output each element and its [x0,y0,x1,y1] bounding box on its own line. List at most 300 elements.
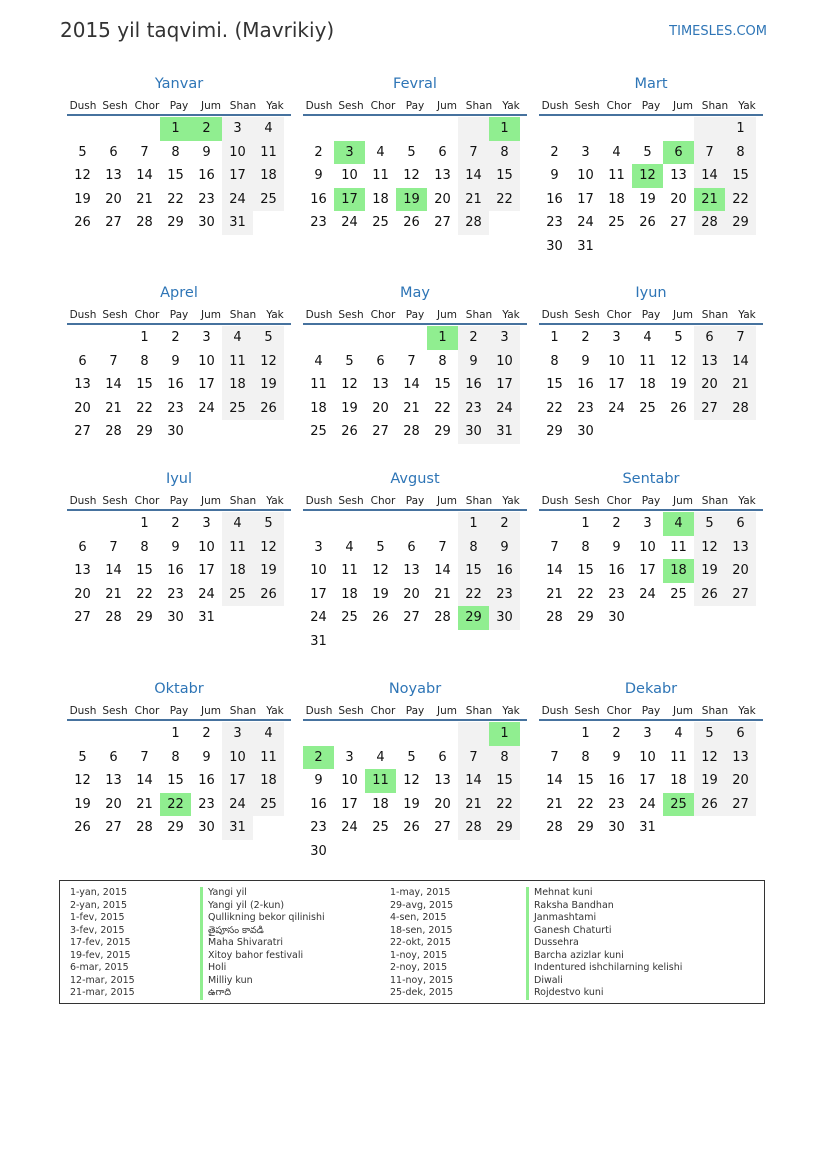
day-cell: 29 [434,424,451,439]
day-cell: 12 [670,353,687,369]
day-cell: 31 [310,633,327,649]
brand-link[interactable]: TIMESLES.COM [669,24,767,39]
day-cell: 5 [376,539,385,555]
empty-cell [365,840,396,864]
day-cell: 20 [725,769,756,793]
day-cell: 14 [694,164,725,188]
legend-holiday-date: 12-mar, 2015 [70,974,135,986]
day-cell: 2 [550,144,559,160]
empty-cell [67,512,98,536]
day-cell: 26 [403,820,420,835]
weekday-label: Jum [437,705,457,717]
day-cell: 11 [372,168,389,183]
day-cell: 27 [725,583,756,607]
month-iyun [539,283,763,444]
empty-cell [632,420,663,444]
weekday-label: Chor [370,705,396,717]
day-cell: 15 [167,168,184,183]
day-cell: 22 [136,586,153,602]
day-cell: 17 [489,373,520,397]
day-cell: 16 [167,377,184,392]
day-cell: 28 [136,215,153,230]
day-cell: 23 [489,583,520,607]
day-cell: 10 [341,773,358,788]
day-cell: 14 [458,164,489,188]
day-cell: 2 [489,512,520,536]
day-cell: 20 [694,373,725,397]
day-cell: 3 [314,539,323,555]
day-cell: 15 [167,773,184,788]
empty-cell [694,606,725,630]
empty-cell [303,722,334,746]
weekday-label: Shan [701,100,729,112]
day-cell: 4 [253,722,284,746]
day-cell: 11 [253,746,284,770]
legend-holiday-name: Yangi yil [200,887,325,900]
day-cell: 10 [577,168,594,183]
day-cell: 15 [136,377,153,392]
empty-cell [694,420,725,444]
empty-cell [663,816,694,840]
empty-cell [725,420,756,444]
weekday-label: Chor [370,309,396,321]
day-cell: 9 [171,539,180,555]
day-cell: 13 [105,773,122,788]
day-cell: 16 [198,773,215,788]
empty-cell [427,840,458,864]
empty-cell [98,326,129,350]
day-cell: 8 [171,144,180,160]
day-cell: 29 [546,424,563,439]
day-cell: 19 [670,377,687,392]
weekday-label: Chor [134,705,160,717]
day-cell: 24 [341,820,358,835]
day-cell: 7 [407,353,416,369]
day-cell: 25 [608,215,625,230]
legend-holiday-date: 22-okt, 2015 [390,937,451,948]
day-cell: 21 [136,796,153,812]
weekday-label: Yak [502,309,520,321]
day-grid [303,722,527,863]
day-cell: 13 [372,377,389,392]
empty-cell [663,606,694,630]
weekday-label: Pay [405,495,425,507]
day-cell: 9 [202,144,211,160]
day-cell: 23 [167,586,184,602]
empty-cell [396,326,427,350]
weekday-label: Chor [606,100,632,112]
weekday-label: Dush [305,309,333,321]
legend-names-right [526,887,682,1000]
day-cell: 31 [577,238,594,254]
day-cell: 26 [372,610,389,625]
weekday-label: Yak [266,495,284,507]
day-cell: 14 [105,377,122,392]
day-cell: 11 [253,141,284,165]
day-cell: 17 [222,164,253,188]
day-cell: 28 [136,820,153,835]
day-cell: 14 [546,773,563,788]
day-cell: 23 [577,400,594,416]
month-name: Oktabr [154,681,204,697]
empty-cell [427,117,458,141]
legend-holiday-name: Yangi yil (2-kun) [200,900,325,913]
day-cell: 16 [608,563,625,578]
month-name: Aprel [160,285,198,301]
day-cell: 30 [310,843,327,859]
day-cell: 4 [376,749,385,765]
weekday-label: Yak [738,705,756,717]
day-cell: 19 [253,373,284,397]
weekday-label: Sesh [574,100,600,112]
day-cell: 29 [577,610,594,625]
day-cell: 14 [136,773,153,788]
day-cell: 7 [550,539,559,555]
weekday-label: Jum [201,309,221,321]
weekday-label: Yak [738,100,756,112]
day-cell: 22 [489,188,520,212]
weekday-header [539,98,763,116]
day-cell: 19 [403,796,420,812]
weekday-label: Jum [437,309,457,321]
weekday-label: Pay [405,100,425,112]
day-cell: 14 [434,563,451,578]
day-cell: 31 [222,211,253,235]
day-cell: 27 [105,820,122,835]
day-cell: 29 [725,211,756,235]
day-cell: 23 [546,215,563,230]
weekday-label: Shan [465,495,493,507]
day-cell: 22 [577,796,594,812]
day-cell: 16 [198,168,215,183]
day-cell: 14 [546,563,563,578]
day-cell: 13 [725,536,756,560]
day-cell: 11 [222,350,253,374]
day-cell: 4 [222,512,253,536]
day-cell: 28 [105,424,122,439]
day-grid [303,512,527,653]
day-cell: 21 [434,586,451,602]
weekday-label: Pay [405,705,425,717]
weekday-label: Jum [673,309,693,321]
empty-cell [663,235,694,259]
day-cell: 26 [694,583,725,607]
day-cell: 3 [222,722,253,746]
empty-cell [253,420,284,444]
day-cell: 6 [407,539,416,555]
day-cell: 15 [577,563,594,578]
month-name: Iyun [635,285,667,301]
day-cell: 13 [434,773,451,788]
day-cell: 20 [725,559,756,583]
day-cell: 27 [694,397,725,421]
day-cell: 28 [546,820,563,835]
weekday-label: Jum [201,100,221,112]
day-cell: 28 [458,816,489,840]
empty-cell [98,512,129,536]
day-cell: 4 [376,144,385,160]
weekday-label: Chor [134,495,160,507]
day-cell: 8 [458,536,489,560]
month-mart [539,74,763,258]
day-cell: 22 [577,586,594,602]
day-cell: 25 [670,586,687,602]
day-cell: 26 [74,820,91,835]
day-cell: 30 [458,420,489,444]
day-cell: 23 [458,397,489,421]
legend-holiday-date: 21-mar, 2015 [70,987,135,998]
empty-cell [489,211,520,235]
empty-cell [303,512,334,536]
empty-cell [365,117,396,141]
weekday-label: Jum [201,495,221,507]
weekday-label: Dush [69,309,97,321]
day-cell: 19 [372,586,389,602]
day-cell: 21 [546,586,563,602]
day-cell: 14 [105,563,122,578]
weekday-label: Dush [305,705,333,717]
empty-cell [694,235,725,259]
day-cell: 14 [725,350,756,374]
day-cell: 19 [253,559,284,583]
day-cell: 24 [639,796,656,812]
empty-cell [129,722,160,746]
day-cell: 30 [198,820,215,835]
day-cell: 28 [546,610,563,625]
day-cell: 10 [222,746,253,770]
day-cell: 8 [140,539,149,555]
day-cell: 12 [253,350,284,374]
day-cell: 29 [577,820,594,835]
empty-cell [427,512,458,536]
day-cell: 27 [74,610,91,625]
day-cell: 8 [489,141,520,165]
day-cell: 13 [434,168,451,183]
day-cell: 25 [253,188,284,212]
day-cell: 22 [546,400,563,416]
legend-holiday-name: Milliy kun [200,975,325,988]
day-cell: 17 [222,769,253,793]
month-name: Sentabr [622,471,680,487]
day-cell: 14 [403,377,420,392]
day-cell: 11 [639,353,656,369]
day-cell: 24 [577,215,594,230]
weekday-label: Jum [437,495,457,507]
day-cell: 20 [434,191,451,207]
weekday-label: Jum [437,100,457,112]
holiday-day-cell: 3 [334,141,365,165]
day-cell: 15 [577,773,594,788]
day-cell: 10 [198,353,215,369]
day-cell: 5 [78,749,87,765]
weekday-label: Pay [641,495,661,507]
weekday-label: Yak [266,309,284,321]
day-cell: 18 [372,191,389,207]
day-cell: 22 [489,793,520,817]
day-cell: 18 [639,377,656,392]
day-cell: 22 [458,583,489,607]
weekday-label: Chor [134,309,160,321]
day-cell: 21 [458,793,489,817]
empty-cell [396,840,427,864]
empty-cell [253,211,284,235]
day-cell: 13 [74,377,91,392]
day-cell: 4 [674,726,683,741]
day-cell: 26 [253,397,284,421]
month-name: Avgust [390,471,440,487]
day-cell: 6 [78,353,87,369]
day-cell: 8 [581,749,590,765]
legend-holiday-name: Janmashtami [526,912,682,925]
holiday-legend [59,880,765,1004]
day-cell: 3 [345,749,354,765]
day-cell: 20 [372,400,389,416]
day-cell: 3 [581,144,590,160]
day-cell: 21 [403,400,420,416]
day-cell: 5 [694,512,725,536]
day-cell: 29 [136,610,153,625]
day-cell: 31 [489,420,520,444]
day-cell: 2 [171,516,180,531]
day-cell: 28 [458,211,489,235]
day-cell: 16 [577,377,594,392]
holiday-day-cell: 19 [396,188,427,212]
day-cell: 22 [167,191,184,207]
weekday-label: Dush [541,705,569,717]
month-noyabr [303,679,527,863]
day-cell: 27 [670,215,687,230]
holiday-day-cell: 21 [694,188,725,212]
day-cell: 17 [310,586,327,602]
day-cell: 18 [372,796,389,812]
day-cell: 23 [310,215,327,230]
legend-holiday-date: 19-fev, 2015 [70,949,131,961]
day-cell: 30 [546,238,563,254]
empty-cell [98,117,129,141]
day-cell: 6 [376,353,385,369]
weekday-header [303,307,527,325]
empty-cell [67,722,98,746]
day-cell: 28 [434,610,451,625]
day-cell: 8 [171,749,180,765]
day-cell: 6 [438,749,447,765]
weekday-label: Sesh [338,100,364,112]
empty-cell [427,722,458,746]
weekday-label: Sesh [102,495,128,507]
weekday-label: Dush [305,100,333,112]
day-cell: 12 [403,168,420,183]
day-cell: 30 [167,610,184,625]
day-cell: 21 [725,373,756,397]
empty-cell [458,840,489,864]
legend-holiday-date: 11-noy, 2015 [390,974,454,986]
weekday-label: Pay [641,100,661,112]
day-cell: 20 [434,796,451,812]
weekday-label: Shan [701,309,729,321]
day-cell: 26 [670,400,687,416]
day-cell: 2 [612,516,621,531]
day-cell: 6 [109,749,118,765]
empty-cell [539,722,570,746]
day-cell: 25 [253,793,284,817]
legend-holiday-date: 4-sen, 2015 [390,912,447,923]
weekday-label: Dush [305,495,333,507]
day-cell: 19 [74,191,91,207]
month-name: Fevral [393,76,437,92]
empty-cell [303,326,334,350]
day-cell: 20 [105,191,122,207]
weekday-header [539,307,763,325]
day-cell: 1 [581,726,590,741]
weekday-label: Shan [701,495,729,507]
day-grid [539,722,763,840]
weekday-label: Yak [502,100,520,112]
empty-cell [396,630,427,654]
weekday-label: Sesh [338,495,364,507]
day-cell: 22 [136,400,153,416]
weekday-label: Yak [266,705,284,717]
empty-cell [539,117,570,141]
day-cell: 6 [109,144,118,160]
empty-cell [458,117,489,141]
weekday-label: Pay [641,309,661,321]
weekday-header [539,703,763,721]
day-cell: 15 [725,164,756,188]
day-cell: 5 [78,144,87,160]
day-cell: 24 [608,400,625,416]
day-cell: 1 [550,330,559,345]
day-cell: 13 [105,168,122,183]
month-may [303,283,527,444]
day-cell: 4 [253,117,284,141]
month-dekabr [539,679,763,840]
empty-cell [601,235,632,259]
month-yanvar [67,74,291,235]
holiday-day-cell: 4 [663,512,694,536]
day-cell: 2 [581,330,590,345]
empty-cell [539,512,570,536]
day-cell: 9 [581,353,590,369]
holiday-day-cell: 22 [160,793,191,817]
empty-cell [334,840,365,864]
day-cell: 15 [434,377,451,392]
legend-holiday-name: Qullikning bekor qilinishi [200,912,325,925]
holiday-day-cell: 1 [489,117,520,141]
legend-holiday-name: Dussehra [526,937,682,950]
day-cell: 24 [341,215,358,230]
weekday-label: Jum [673,100,693,112]
day-cell: 13 [725,746,756,770]
day-cell: 8 [725,141,756,165]
weekday-label: Chor [370,100,396,112]
empty-cell [632,235,663,259]
month-aprel [67,283,291,444]
day-cell: 16 [489,559,520,583]
empty-cell [725,235,756,259]
legend-holiday-name: Rojdestvo kuni [526,987,682,1000]
day-cell: 19 [694,769,725,793]
day-cell: 23 [608,586,625,602]
weekday-header [539,493,763,511]
weekday-label: Yak [738,309,756,321]
weekday-header [67,703,291,721]
day-cell: 18 [310,400,327,416]
day-cell: 3 [612,330,621,345]
holiday-day-cell: 6 [663,141,694,165]
day-cell: 26 [639,215,656,230]
day-cell: 20 [403,586,420,602]
legend-holiday-date: 1-fev, 2015 [70,912,125,923]
